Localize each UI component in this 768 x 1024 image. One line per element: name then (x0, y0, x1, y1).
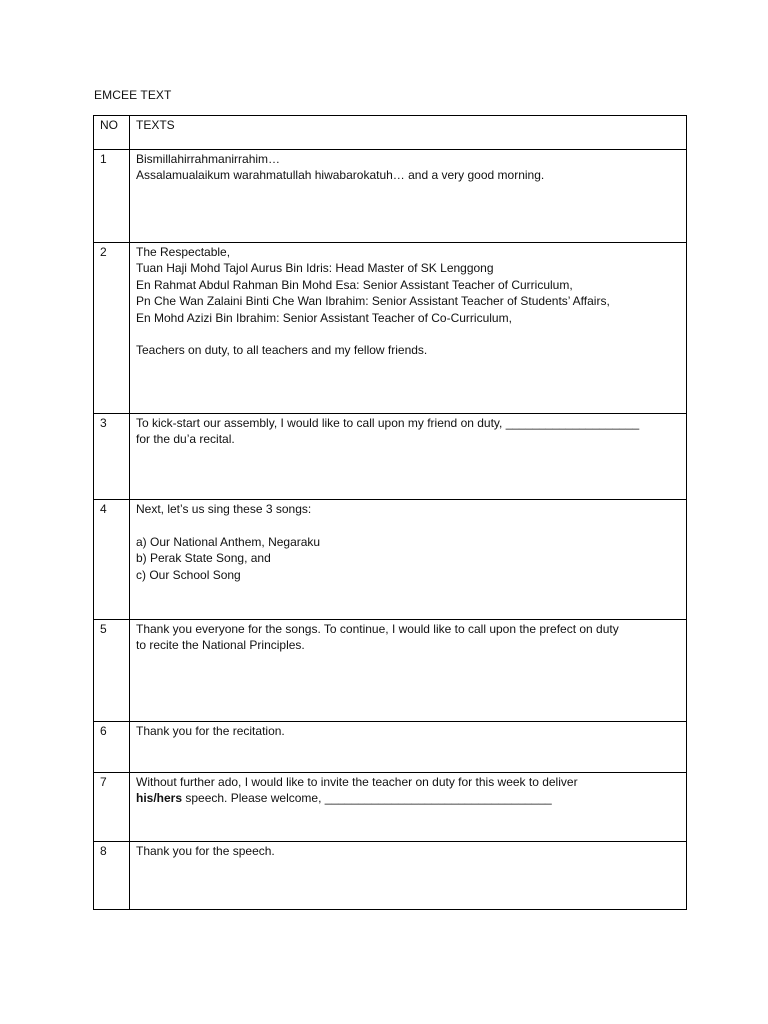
blank-line (136, 326, 686, 342)
bold-pronoun: his/hers (136, 791, 183, 806)
text-line: for the du’a recital. (136, 432, 235, 447)
text-line: En Mohd Azizi Bin Ibrahim: Senior Assistant Teacher of Co-Curriculum, (136, 310, 512, 325)
header-no-cell (94, 116, 130, 150)
text-line: b) Perak State Song, and (136, 551, 271, 566)
row-number: 1 (100, 152, 107, 166)
row-text (130, 150, 686, 184)
text-line: Thank you everyone for the songs. To continue, I would like to call upon the prefect on duty (136, 622, 619, 636)
text-line: to recite the National Principles. (136, 638, 305, 653)
row-number: 6 (100, 724, 107, 738)
header-texts-cell (130, 116, 687, 150)
text-line: Thank you for the speech. (136, 844, 275, 858)
table-row (94, 620, 687, 722)
document-title: EMCEE TEXT (94, 88, 172, 102)
text-line: To kick-start our assembly, I would like to call upon my friend on duty, ____________________ (136, 416, 640, 430)
row-text (130, 620, 686, 654)
row-text (130, 500, 686, 583)
table-row (94, 414, 687, 500)
table-header-row (94, 116, 687, 150)
row-text (130, 842, 686, 859)
text-line (136, 790, 686, 806)
text-line: En Rahmat Abdul Rahman Bin Mohd Esa: Senior Assistant Teacher of Curriculum, (136, 277, 573, 292)
text-line: Without further ado, I would like to invite the teacher on duty for this week to deliver (136, 775, 578, 789)
emcee-table (93, 115, 687, 910)
text-line: Assalamualaikum warahmatullah hiwabarokatuh… and a very good morning. (136, 168, 545, 183)
text-line: c) Our School Song (136, 567, 241, 582)
table-row (94, 842, 687, 910)
row-text (130, 243, 686, 359)
text-line: Next, let’s us sing these 3 songs: (136, 502, 312, 516)
text-line: Bismillahirrahmanirrahim… (136, 152, 281, 166)
row-text (130, 722, 686, 739)
header-texts: TEXTS (136, 118, 175, 132)
row-number: 2 (100, 245, 107, 259)
blank-line (136, 517, 686, 533)
table-row (94, 150, 687, 243)
table-row (94, 722, 687, 773)
row-number: 8 (100, 844, 107, 858)
text-line: Pn Che Wan Zalaini Binti Che Wan Ibrahim: Senior Assistant Teacher of Students’ Affairs, (136, 294, 610, 309)
table-row (94, 773, 687, 842)
row-number: 5 (100, 622, 107, 636)
row-number: 3 (100, 416, 107, 430)
table-row (94, 500, 687, 620)
text-line: Thank you for the recitation. (136, 724, 285, 738)
text-line: Teachers on duty, to all teachers and my fellow friends. (136, 343, 428, 358)
row-number: 7 (100, 775, 107, 789)
text-line: The Respectable, (136, 245, 231, 259)
header-no: NO (100, 118, 118, 132)
table-row (94, 243, 687, 414)
row-text (130, 773, 686, 807)
row-text (130, 414, 686, 448)
row-number: 4 (100, 502, 107, 516)
text-line: Tuan Haji Mohd Tajol Aurus Bin Idris: Head Master of SK Lenggong (136, 261, 494, 276)
text-segment: speech. Please welcome, __________________________________ (182, 791, 552, 806)
text-line: a) Our National Anthem, Negaraku (136, 534, 321, 549)
